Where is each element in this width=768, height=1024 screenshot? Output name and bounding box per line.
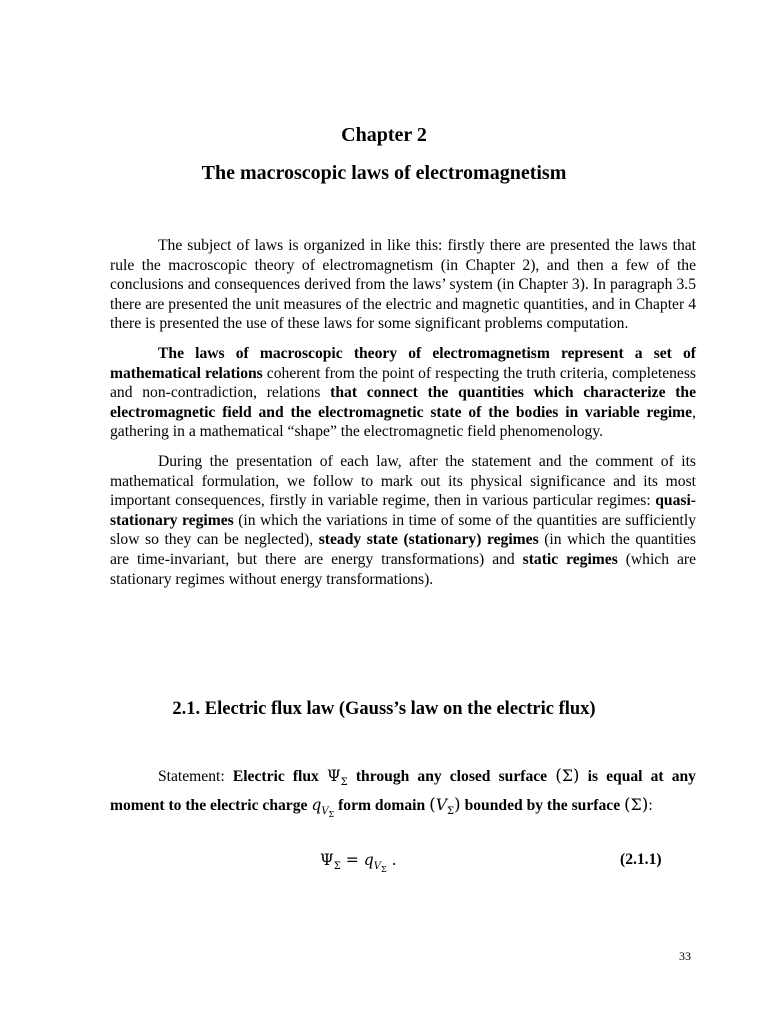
bold-text: static regimes [522,550,618,568]
bold-text: The laws of macroscopic theory of electromagnetism represent a set of mathematical relations [110,344,696,382]
text-run: , gathering in a mathematical “shape” the electromagnetic field phenomenology. [110,403,696,441]
surface-symbol: (Σ) [624,795,649,815]
bold-text: bounded by the surface [460,797,625,814]
statement-paragraph: Statement: Electric flux $\Psi_\Sigma$ through any closed surface (Σ) is equal at any moment to the electric charge $q_{V_\Sigma}$ form domain $(V_\Sigma)$ bounded by the surface (Σ): [110,766,696,819]
bold-text: steady state (stationary) regimes [318,531,539,549]
statement-block [110,765,696,826]
chapter-label: Chapter 2 [341,124,427,146]
bold-text: quasi-stationary regimes [110,492,696,529]
flux-symbol: $\Psi_\Sigma$ [326,767,348,788]
equation-number: (2.1.1) [620,851,662,868]
charge-symbol: $q_{V_\Sigma}$ [311,796,335,819]
text-run: (in which the variations in time of some of the quantities are sufficiently slow so they can be neglected), [110,511,696,549]
paragraph-2 [110,344,696,442]
bold-text: form domain [334,797,430,814]
bold-text: through any closed surface [347,768,556,785]
equation-2-1-1: $\Psi_\Sigma = q_{V_\Sigma}$ . [320,851,397,874]
text-run: (in which the quantities are time-invariant, but there are energy transformations) and [110,531,696,568]
body-text [110,236,696,599]
paragraph-1: The subject of laws is organized in like this: firstly there are presented the laws that rule the macroscopic theory of electromagnetism (in Chapter 2), and then a few of the conclusions and consequences derived from the laws’ system (in Chapter 3). In paragraph 3.5 there are presented the unit measures of the electric and magnetic quantities, and in Chapter 4 there is presented the use of these laws for some significant problems computation. [110,237,696,333]
text-run: coherent from the point of respecting the truth criteria, completeness and non-contradiction, relations [110,364,696,402]
text-run: During the presentation of each law, after the statement and the comment of its mathematical formulation, we follow to mark out its physical significance and its most important consequences, firstly in variable regime, then in various particular regimes: [110,452,696,510]
chapter-title: The macroscopic laws of electromagnetism [201,162,567,184]
section-heading: 2.1. Electric flux law (Gauss’s law on the electric flux) [172,699,596,719]
bold-text: is equal at any moment to the electric charge [110,768,696,814]
text-run: (which are stationary regimes without energy transformations). [110,550,697,588]
surface-symbol: (Σ) [555,766,580,786]
bold-text: that connect the quantities which characterize the electromagnetic field and the electromagnetic state of the bodies in variable regime [110,384,696,421]
paragraph-3 [110,452,696,589]
page-number: 33 [679,949,691,963]
bold-text: Electric flux [232,768,327,785]
domain-symbol: $(V_\Sigma)$ [429,795,461,817]
statement-lead: Statement: [158,768,233,785]
